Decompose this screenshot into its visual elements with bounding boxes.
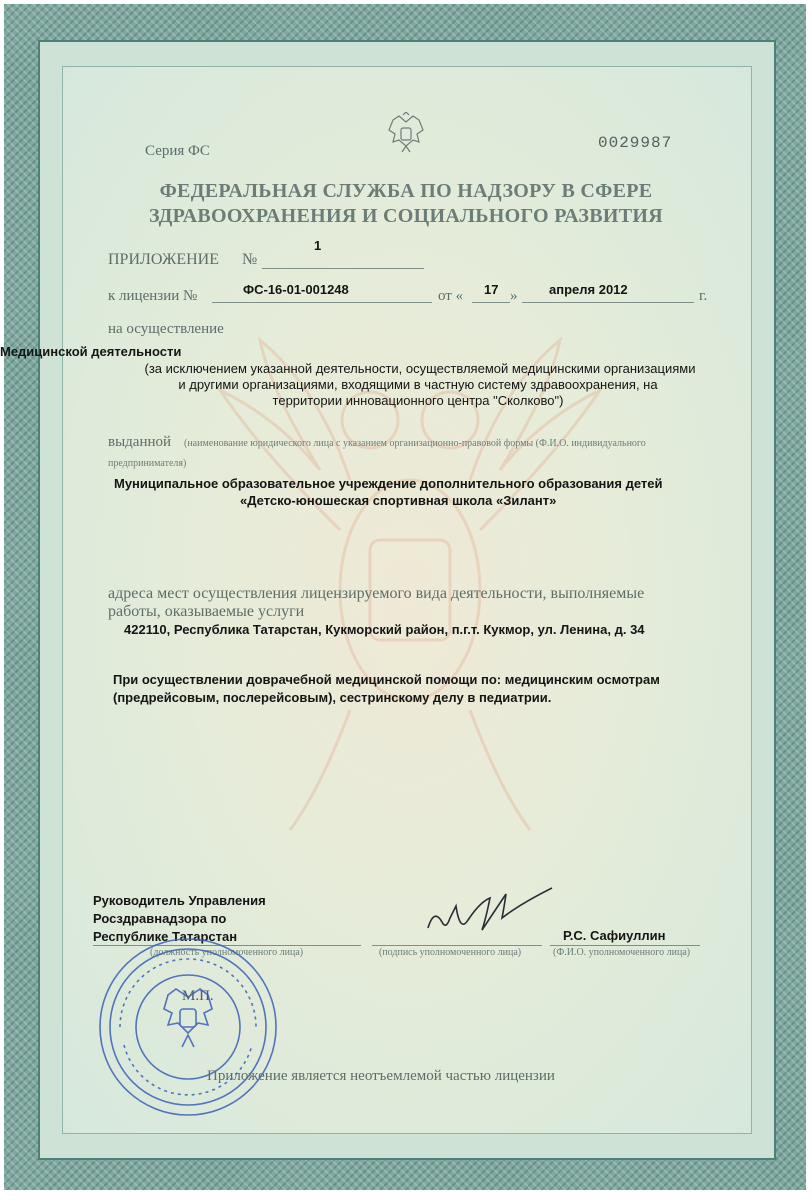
- license-label: к лицензии №: [108, 288, 198, 304]
- signer-position-line1: Руководитель Управления: [93, 893, 266, 908]
- activity-note-line2: и другими организациями, входящими в частную систему здравоохранения, на: [178, 377, 658, 392]
- name-hint: (Ф.И.О. уполномоченного лица): [553, 947, 691, 958]
- stamp-mark: М.П.: [182, 988, 214, 1004]
- issued-hint-line1: (наименование юридического лица с указанием организационно-правовой формы (Ф.И.О. индивидуального: [184, 438, 646, 449]
- license-number: ФС-16-01-001248: [243, 282, 349, 297]
- title-line2: ЗДРАВООХРАНЕНИЯ И СОЦИАЛЬНОГО РАЗВИТИЯ: [148, 205, 664, 227]
- close-quote: »: [510, 288, 518, 304]
- coat-of-arms-icon: [385, 112, 427, 160]
- address-label-line1: адреса мест осуществления лицензируемого вида деятельности, выполняемые: [108, 585, 645, 602]
- day-line: [472, 302, 510, 303]
- month-line: [522, 302, 694, 303]
- signature-hint: (подпись уполномоченного лица): [379, 947, 522, 958]
- appendix-number-line: [262, 268, 424, 269]
- activity-name: Медицинской деятельности: [0, 344, 182, 359]
- license-day: 17: [484, 282, 499, 297]
- signer-position-line2: Росздравнадзора по: [93, 911, 227, 926]
- series-label: Серия ФС: [145, 143, 210, 159]
- organization-line1: Муниципальное образовательное учреждение дополнительного образования детей: [114, 476, 663, 491]
- license-month-year: апреля 2012: [549, 282, 628, 297]
- name-line: [550, 945, 700, 946]
- activity-address: 422110, Республика Татарстан, Кукморский район, п.г.т. Кукмор, ул. Ленина, д. 34: [124, 622, 645, 637]
- activity-label: на осуществление: [108, 321, 224, 337]
- position-hint: (должность уполномоченного лица): [150, 947, 304, 958]
- title-line1: ФЕДЕРАЛЬНАЯ СЛУЖБА ПО НАДЗОРУ В СФЕРЕ: [159, 180, 653, 202]
- from-label: от «: [438, 288, 464, 304]
- address-label-line2: работы, оказываемые услуги: [108, 603, 305, 620]
- signer-position-line3: Республике Татарстан: [93, 929, 238, 944]
- appendix-number-sign: №: [242, 251, 258, 268]
- activity-note-line3: территории инновационного центра "Сколково"): [272, 393, 564, 408]
- serial-number: 0029987: [598, 134, 673, 152]
- issued-hint-line2: предпринимателя): [108, 458, 187, 469]
- footer-note: Приложение является неотъемлемой частью лицензии: [207, 1068, 555, 1084]
- organization-line2: «Детско-юношеская спортивная школа «Зилант»: [240, 493, 557, 508]
- license-number-line: [212, 302, 432, 303]
- services-line1: При осуществлении доврачебной медицинской помощи по: медицинским осмотрам: [113, 672, 660, 687]
- activity-note-line1: (за исключением указанной деятельности, осуществляемой медицинскими организациями: [144, 361, 696, 376]
- appendix-label: ПРИЛОЖЕНИЕ: [108, 251, 220, 268]
- signature-icon: [420, 878, 560, 948]
- year-suffix: г.: [699, 288, 708, 304]
- appendix-number: 1: [314, 238, 322, 253]
- signer-name: Р.С. Сафиуллин: [563, 928, 666, 943]
- issued-label: выданной: [108, 434, 172, 450]
- official-stamp-icon: [96, 935, 280, 1119]
- services-line2: (предрейсовым, послерейсовым), сестринскому делу в педиатрии.: [113, 690, 552, 705]
